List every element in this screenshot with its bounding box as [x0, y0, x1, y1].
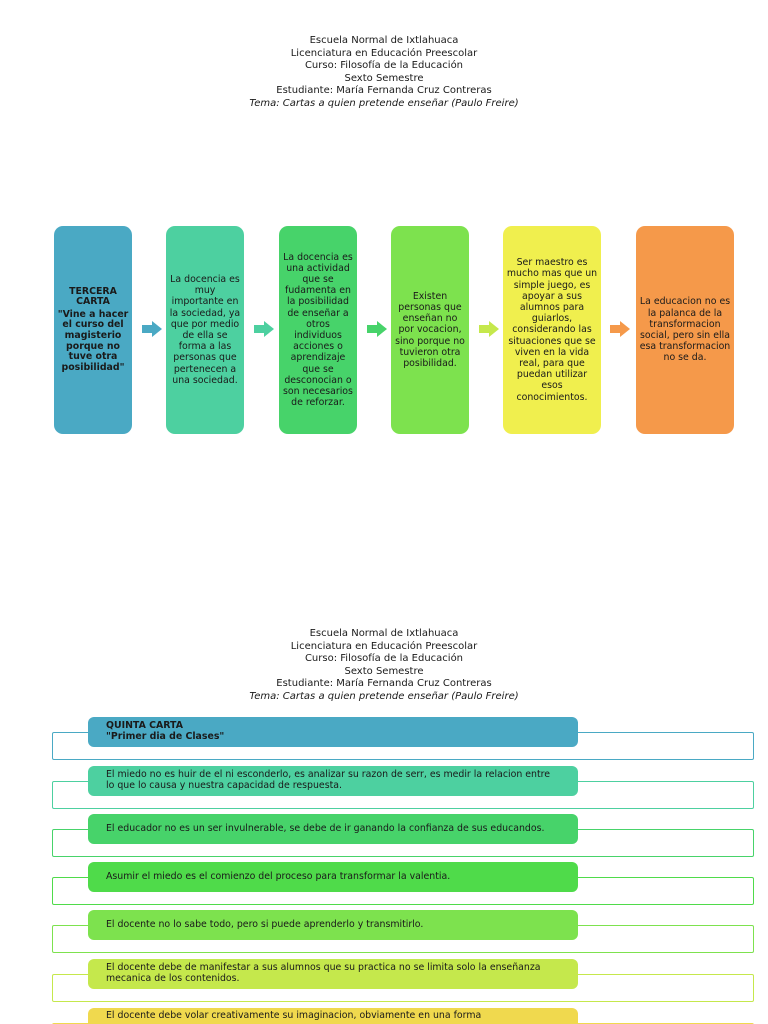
- list-item-text: El docente debe volar creativamente su imaginacion, obviamente en una forma: [106, 1010, 482, 1021]
- arrow-right-icon: [264, 321, 274, 337]
- flow-box-6: [636, 226, 734, 434]
- arrow-right-icon: [152, 321, 162, 337]
- semester: Sexto Semestre: [344, 72, 424, 84]
- list-subtitle: "Primer dia de Clases": [106, 731, 225, 742]
- list-title: QUINTA CARTA: [106, 720, 183, 732]
- process-flow: [0, 226, 768, 436]
- school-name: Escuela Normal de Ixtlahuaca: [309, 35, 459, 46]
- flow-box-5: [503, 226, 601, 434]
- semester: Sexto Semestre: [344, 665, 424, 677]
- flow-box-text: Ser maestro es mucho mas que un simple juego, es apoyar a sus alumnos para guiarlos, considerando las situaciones que se viven en la vida real, para que puedan utilizar esos conocimientos.: [506, 257, 598, 403]
- school-name: Escuela Normal de Ixtlahuaca: [309, 628, 459, 639]
- degree-name: Licenciatura en Educación Preescolar: [290, 640, 478, 652]
- list-item-fill: [88, 862, 578, 892]
- student-name: Estudiante: María Fernanda Cruz Contreras: [276, 678, 492, 690]
- list-item-text: El educador no es un ser invulnerable, se debe de ir ganando la confianza de sus educandos.: [106, 822, 545, 834]
- list-item-text: Asumir el miedo es el comienzo del proceso para transformar la valentia.: [106, 870, 451, 882]
- arrow-shaft: [610, 325, 620, 333]
- topic: Tema: Cartas a quien pretende enseñar (Paulo Freire): [249, 690, 519, 702]
- list-item-fill: [88, 959, 578, 989]
- list-item-fill: [88, 910, 578, 940]
- flow-box-tercera-carta: [54, 226, 132, 434]
- flow-box-subtitle: "Vine a hacer el curso del magisterio porque no tuve otra posibilidad": [57, 308, 129, 373]
- degree-name: Licenciatura en Educación Preescolar: [290, 47, 478, 59]
- flow-box-text: La educacion no es la palanca de la transformacion social, pero sin ella esa transformacion no se da.: [639, 296, 731, 364]
- arrow-right-icon: [377, 321, 387, 337]
- list-item-text: El miedo no es huir de el ni esconderlo, es analizar su razon de serr, es medir la relacion entre lo que lo causa y nuestra capacidad de respuesta.: [106, 769, 551, 791]
- list-item-fill: [88, 717, 578, 747]
- list-item-fill: [88, 814, 578, 844]
- document-header-bottom: [0, 628, 768, 704]
- flow-box-title: TERCERA CARTA: [69, 285, 117, 308]
- course-name: Curso: Filosofía de la Educación: [304, 653, 464, 665]
- list-item-text: El docente no lo sabe todo, pero si puede aprenderlo y transmitirlo.: [106, 918, 424, 930]
- flow-box-text: La docencia es muy importante en la sociedad, ya que por medio de ella se forma a las personas que pertenecen a una sociedad.: [169, 273, 241, 386]
- arrow-shaft: [142, 325, 152, 333]
- document-header-top: [0, 35, 768, 111]
- flow-box-3: [279, 226, 357, 434]
- list-item-fill: [88, 766, 578, 796]
- arrow-shaft: [479, 325, 489, 333]
- student-name: Estudiante: María Fernanda Cruz Contreras: [276, 85, 492, 97]
- list-item-text: El docente debe de manifestar a sus alumnos que su practica no se limita solo la enseñanza mecanica de los contenidos.: [106, 962, 541, 984]
- flow-box-4: [391, 226, 469, 434]
- arrow-right-icon: [489, 321, 499, 337]
- course-name: Curso: Filosofía de la Educación: [304, 60, 464, 72]
- arrow-right-icon: [620, 321, 630, 337]
- arrow-shaft: [367, 325, 377, 333]
- flow-box-text: Existen personas que enseñan no por vocacion, sino porque no tuvieron otra posibilidad.: [395, 290, 465, 369]
- flow-box-2: [166, 226, 244, 434]
- topic: Tema: Cartas a quien pretende enseñar (Paulo Freire): [249, 97, 519, 109]
- arrow-shaft: [254, 325, 264, 333]
- list-item-fill: [88, 1008, 578, 1024]
- flow-box-text: La docencia es una actividad que se fudamenta en la posibilidad de enseñar a otros individuos acciones o aprendizaje que se desconocian o son necesarios de reforzar.: [283, 251, 353, 409]
